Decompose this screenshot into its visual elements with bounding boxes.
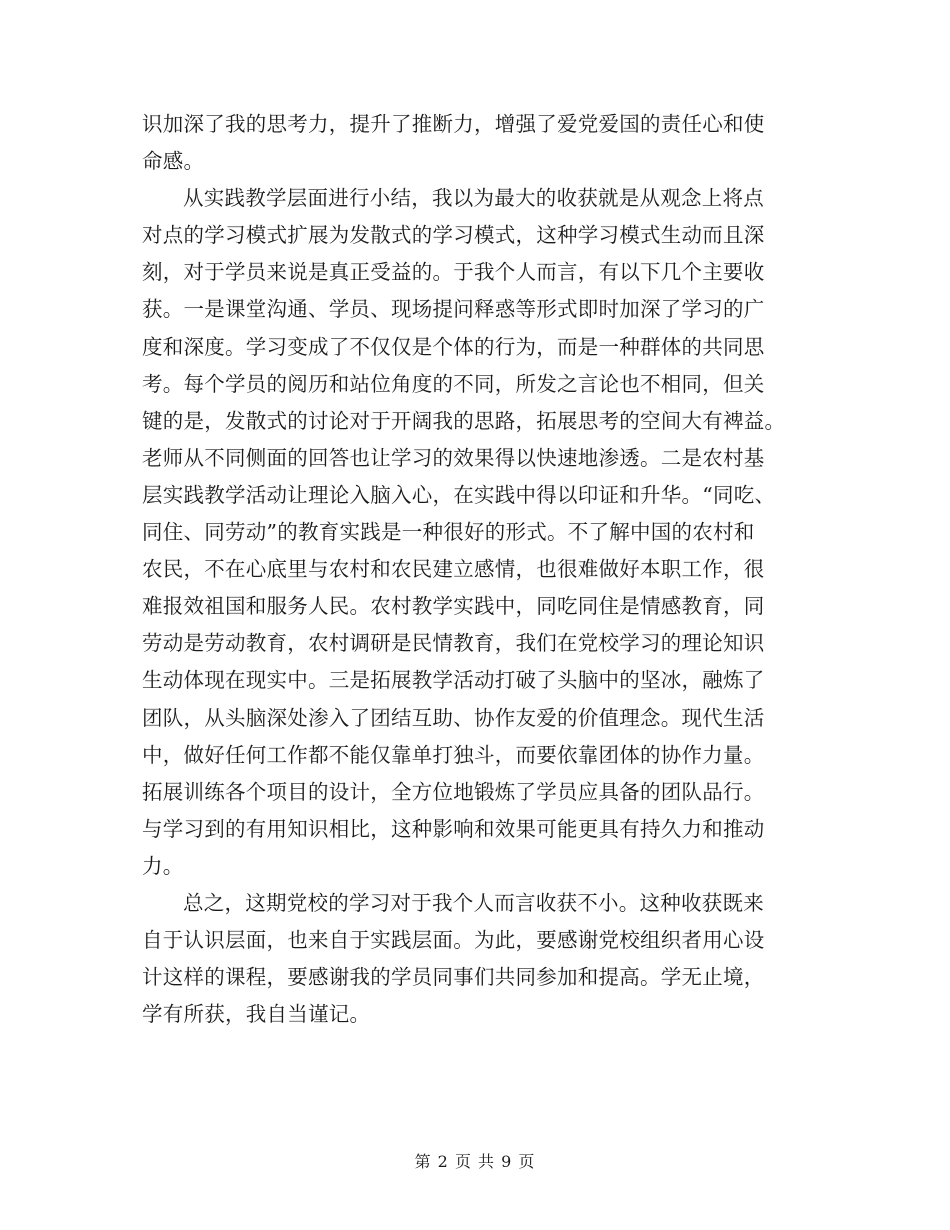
paragraph-conclusion [142,885,806,1033]
text-line: 对点的学习模式扩展为发散式的学习模式，这种学习模式生动而且深 [142,223,765,248]
text-line: 获。一是课堂沟通、学员、现场提问释惑等形式即时加深了学习的广 [142,297,765,322]
text-line: 学有所获，我自当谨记。 [142,1002,371,1027]
text-line: 考。每个学员的阅历和站位角度的不同，所发之言论也不相同，但关 [142,371,765,396]
text-line: 团队，从头脑深处渗入了团结互助、协作友爱的价值理念。现代生活 [142,705,765,730]
document-body [142,106,806,1033]
text-line: 命感。 [142,149,205,174]
text-line: 同住、同劳动”的教育实践是一种很好的形式。不了解中国的农村和 [142,520,755,545]
text-line: 难报效祖国和服务人民。农村教学实践中，同吃同住是情感教育，同 [142,594,765,619]
text-line: 生动体现在现实中。三是拓展教学活动打破了头脑中的坚冰，融炼了 [142,668,765,693]
text-line: 层实践教学活动让理论入脑入心，在实践中得以印证和升华。“同吃、 [142,482,776,507]
text-line: 力。 [142,853,184,878]
text-line: 计这样的课程，要感谢我的学员同事们共同参加和提高。学无止境， [142,965,765,990]
paragraph-continued [142,106,806,180]
text-line: 自于认识层面，也来自于实践层面。为此，要感谢党校组织者用心设 [142,928,765,953]
text-line: 键的是，发散式的讨论对于开阔我的思路，拓展思考的空间大有裨益。 [142,408,786,433]
text-line: 劳动是劳动教育，农村调研是民情教育，我们在党校学习的理论知识 [142,631,765,656]
page-number-footer: 第 2 页 共 9 页 [414,1152,536,1171]
text-line: 拓展训练各个项目的设计，全方位地锻炼了学员应具备的团队品行。 [142,779,765,804]
paragraph-practice-summary [142,180,806,885]
text-line: 从实践教学层面进行小结，我以为最大的收获就是从观念上将点 [183,186,764,211]
text-line: 刻，对于学员来说是真正受益的。于我个人而言，有以下几个主要收 [142,260,765,285]
text-line: 与学习到的有用知识相比，这种影响和效果可能更具有持久力和推动 [142,816,765,841]
text-line: 农民，不在心底里与农村和农民建立感情，也很难做好本职工作，很 [142,557,765,582]
text-line: 中，做好任何工作都不能仅靠单打独斗，而要依靠团体的协作力量。 [142,742,765,767]
text-line: 度和深度。学习变成了不仅仅是个体的行为，而是一种群体的共同思 [142,334,765,359]
text-line: 识加深了我的思考力，提升了推断力，增强了爱党爱国的责任心和使 [142,112,765,136]
text-line: 总之，这期党校的学习对于我个人而言收获不小。这种收获既来 [183,890,764,915]
text-line: 老师从不同侧面的回答也让学习的效果得以快速地渗透。二是农村基 [142,445,765,470]
